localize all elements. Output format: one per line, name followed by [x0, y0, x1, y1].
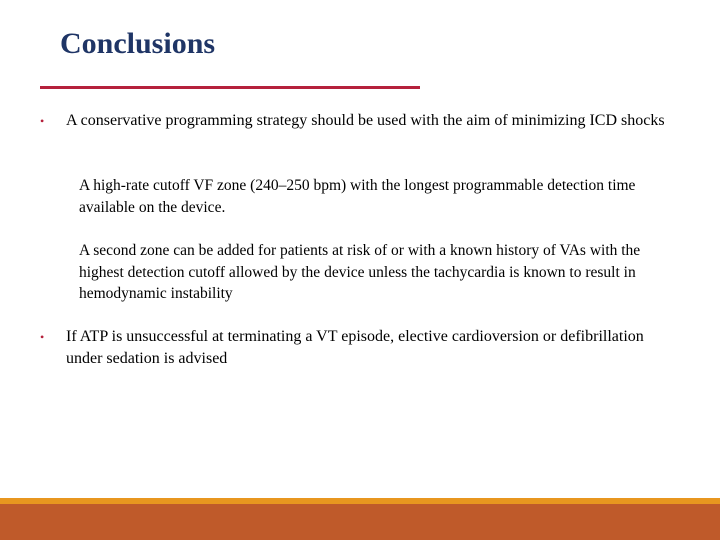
- bullet-text: A conservative programming strategy should be used with the aim of minimizing ICD shocks: [66, 112, 665, 129]
- title-underline: [40, 86, 420, 89]
- bullet-item: [40, 110, 680, 154]
- sub-point: A second zone can be added for patients at risk of or with a known history of VAs with the highest detection cutoff allowed by the device unless the tachycardia is known to result in hemodynamic instability: [79, 242, 641, 302]
- slide-title: Conclusions: [60, 27, 216, 60]
- sub-point: A high-rate cutoff VF zone (240–250 bpm) with the longest programmable detection time available on the device.: [79, 177, 636, 216]
- bullet-marker-icon: •: [40, 114, 45, 128]
- bullet-text: If ATP is unsuccessful at terminating a VT episode, elective cardioversion or defibrillation under sedation is advised: [66, 328, 644, 367]
- bullet-marker-icon: •: [40, 330, 45, 344]
- bullet-item: [40, 326, 680, 370]
- footer-bar: [0, 504, 720, 540]
